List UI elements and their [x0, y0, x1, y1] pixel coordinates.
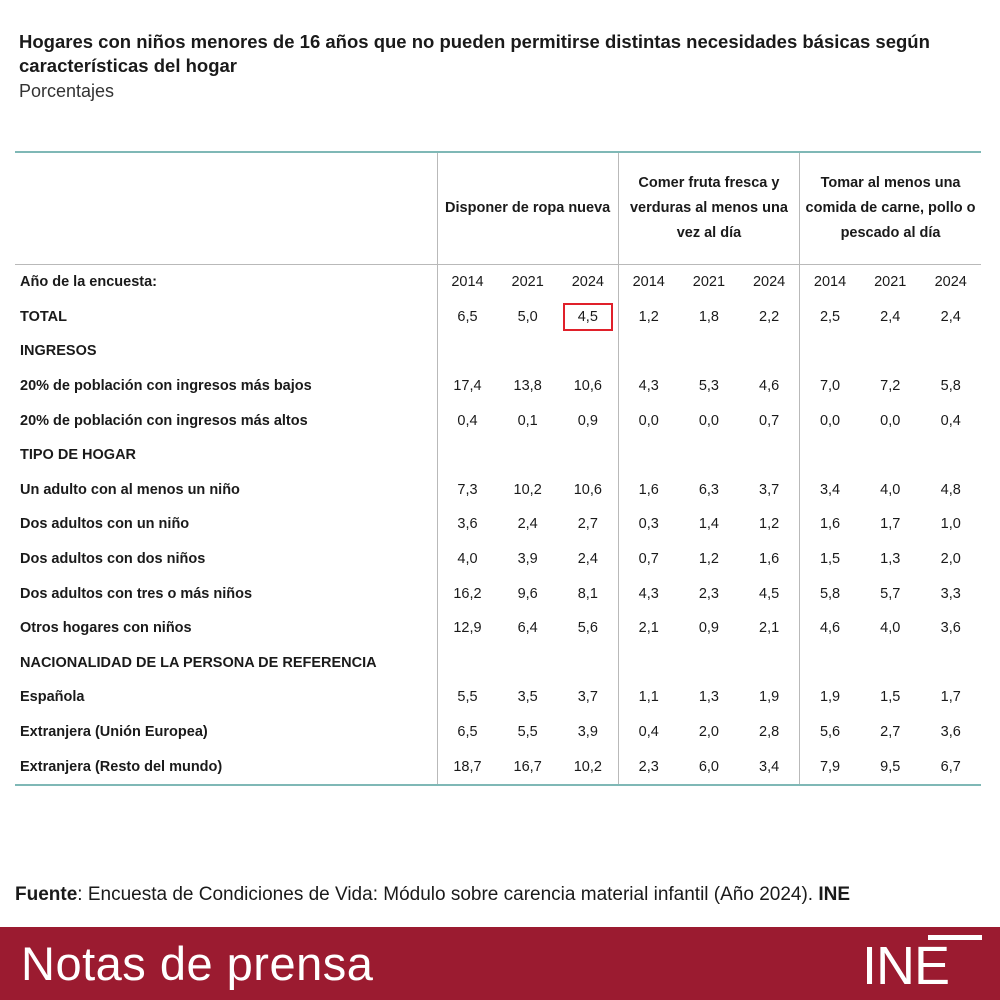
section-label: TIPO DE HOGAR — [15, 438, 437, 473]
value-cell: 0,9 — [698, 620, 719, 637]
table-body — [15, 265, 981, 785]
value-cell: 5,8 — [819, 585, 841, 602]
value-cell: 7,9 — [800, 749, 860, 785]
value-cell: 1,9 — [819, 689, 841, 706]
value-cell: 4,5 — [739, 576, 799, 611]
value-cell: 0,0 — [819, 412, 841, 429]
value-cell: 1,2 — [739, 507, 799, 542]
table-row — [15, 542, 981, 577]
value-cell: 18,7 — [437, 749, 497, 785]
value-cell: 7,3 — [457, 481, 478, 498]
data-table-container — [15, 151, 981, 786]
row-label: Dos adultos con dos niños — [15, 542, 437, 577]
value-cell: 10,6 — [558, 473, 618, 508]
value-cell: 9,6 — [517, 585, 538, 602]
value-cell — [739, 646, 799, 681]
value-cell: 1,0 — [940, 516, 961, 533]
value-cell: 5,6 — [819, 724, 841, 741]
value-cell: 3,7 — [558, 680, 618, 715]
value-cell: 2,4 — [517, 516, 538, 533]
value-cell: 16,2 — [453, 585, 482, 602]
value-cell: 4,0 — [880, 481, 901, 498]
value-cell — [497, 646, 557, 681]
value-cell: 2,0 — [698, 724, 719, 741]
value-cell — [800, 334, 860, 369]
value-cell — [800, 646, 860, 681]
value-cell: 2,4 — [880, 308, 901, 325]
year-label: 2014 — [813, 274, 847, 291]
row-label: Un adulto con al menos un niño — [15, 473, 437, 508]
value-cell: 3,9 — [558, 715, 618, 750]
value-cell — [920, 438, 981, 473]
year-label: 2024 — [739, 265, 799, 300]
value-cell: 2,0 — [940, 551, 961, 568]
value-cell: 0,7 — [739, 403, 799, 438]
value-cell: 6,7 — [920, 749, 981, 785]
highlighted-value: 4,5 — [563, 303, 613, 331]
value-cell: 5,6 — [558, 611, 618, 646]
value-cell: 12,9 — [453, 620, 482, 637]
value-cell: 9,5 — [860, 749, 920, 785]
value-cell — [920, 334, 981, 369]
value-cell — [558, 334, 618, 369]
value-cell: 3,6 — [940, 620, 961, 637]
table-row — [15, 680, 981, 715]
value-cell: 2,3 — [618, 749, 678, 785]
value-cell: 8,1 — [558, 576, 618, 611]
value-cell: 1,6 — [819, 516, 841, 533]
table-row — [15, 749, 981, 785]
value-cell: 3,5 — [517, 689, 538, 706]
row-label: Dos adultos con tres o más niños — [15, 576, 437, 611]
year-label: 2024 — [558, 265, 618, 300]
value-cell: 7,2 — [880, 378, 901, 395]
footer-banner — [0, 927, 1000, 1000]
value-cell: 1,4 — [698, 516, 719, 533]
value-cell: 0,1 — [517, 412, 538, 429]
value-cell: 1,7 — [940, 689, 961, 706]
value-cell — [497, 438, 557, 473]
value-cell — [800, 438, 860, 473]
value-cell: 2,5 — [819, 308, 841, 325]
value-cell — [739, 334, 799, 369]
value-cell: 1,2 — [638, 308, 659, 325]
value-cell: 6,3 — [698, 481, 719, 498]
section-row — [15, 438, 981, 473]
year-label: 2014 — [632, 274, 665, 291]
value-cell: 5,5 — [457, 689, 478, 706]
value-cell — [437, 646, 497, 681]
row-label: TOTAL — [15, 300, 437, 335]
table-row — [15, 473, 981, 508]
row-label: Española — [15, 680, 437, 715]
value-cell — [497, 334, 557, 369]
value-cell — [558, 438, 618, 473]
value-cell — [860, 438, 920, 473]
section-label: INGRESOS — [15, 334, 437, 369]
value-cell: 1,3 — [698, 689, 719, 706]
value-cell — [437, 334, 497, 369]
year-label: 2021 — [511, 274, 544, 291]
table-subtitle: Porcentajes — [19, 81, 115, 101]
value-cell: 10,2 — [558, 749, 618, 785]
footer-title: Notas de prensa — [21, 937, 374, 990]
row-label: 20% de población con ingresos más altos — [15, 403, 437, 438]
value-cell: 0,9 — [558, 403, 618, 438]
table-row — [15, 715, 981, 750]
value-cell — [437, 438, 497, 473]
section-row — [15, 646, 981, 681]
value-cell: 10,6 — [558, 369, 618, 404]
row-label: 20% de población con ingresos más bajos — [15, 369, 437, 404]
value-cell — [679, 438, 739, 473]
value-cell: 0,4 — [457, 412, 478, 429]
value-cell: 16,7 — [497, 749, 557, 785]
value-cell: 4,8 — [940, 481, 961, 498]
value-cell: 6,0 — [679, 749, 739, 785]
value-cell: 0,7 — [638, 551, 659, 568]
year-label: 2014 — [451, 274, 484, 291]
year-label: 2024 — [934, 274, 967, 291]
value-cell: 4,3 — [638, 585, 659, 602]
column-group-header: Comer fruta fresca y verduras al menos una vez al día — [618, 152, 799, 265]
value-cell: 3,6 — [940, 724, 961, 741]
ine-logo — [862, 933, 990, 995]
value-cell: 3,9 — [517, 551, 538, 568]
value-cell — [739, 438, 799, 473]
value-cell — [860, 646, 920, 681]
value-cell: 6,5 — [457, 724, 478, 741]
row-label: Año de la encuesta: — [15, 265, 437, 300]
value-cell: 1,6 — [739, 542, 799, 577]
value-cell: 4,0 — [457, 551, 478, 568]
value-cell: 5,5 — [517, 724, 538, 741]
value-cell: 1,3 — [880, 551, 901, 568]
value-cell — [679, 646, 739, 681]
row-label: Dos adultos con un niño — [15, 507, 437, 542]
value-cell — [618, 438, 678, 473]
value-cell: 2,4 — [558, 542, 618, 577]
value-cell: 0,4 — [638, 724, 659, 741]
value-cell — [618, 646, 678, 681]
value-cell — [679, 334, 739, 369]
logo-text: INE — [862, 936, 950, 996]
table-row — [15, 300, 981, 335]
value-cell: 1,5 — [880, 689, 901, 706]
table-row — [15, 403, 981, 438]
value-cell: 3,3 — [940, 585, 961, 602]
value-cell: 1,1 — [638, 689, 659, 706]
value-cell: 10,2 — [513, 481, 542, 498]
value-cell — [920, 646, 981, 681]
value-cell: 5,7 — [880, 585, 901, 602]
value-cell: 2,3 — [698, 585, 719, 602]
value-cell: 17,4 — [453, 378, 482, 395]
table-row — [15, 576, 981, 611]
section-label: NACIONALIDAD DE LA PERSONA DE REFERENCIA — [15, 646, 437, 681]
row-label: Extranjera (Resto del mundo) — [15, 749, 437, 785]
value-cell: 7,0 — [819, 378, 841, 395]
year-header-row — [15, 265, 981, 300]
table-row — [15, 507, 981, 542]
value-cell: 5,0 — [517, 308, 538, 325]
value-cell: 0,0 — [880, 412, 901, 429]
value-cell: 1,2 — [698, 551, 719, 568]
value-cell — [558, 300, 618, 335]
title-block — [19, 30, 979, 103]
value-cell: 1,6 — [638, 481, 659, 498]
value-cell: 13,8 — [513, 378, 542, 395]
value-cell: 6,5 — [457, 308, 478, 325]
value-cell: 0,0 — [638, 412, 659, 429]
table-title: Hogares con niños menores de 16 años que no pueden permitirse distintas necesidades básicas según características del hogar — [19, 31, 930, 76]
value-cell: 2,1 — [739, 611, 799, 646]
value-cell: 1,8 — [698, 308, 719, 325]
header-blank-cell — [15, 152, 437, 265]
table-row — [15, 369, 981, 404]
row-label: Extranjera (Unión Europea) — [15, 715, 437, 750]
source-text: : Encuesta de Condiciones de Vida: Módulo sobre carencia material infantil (Año 2024). — [77, 884, 819, 905]
value-cell: 2,1 — [638, 620, 659, 637]
year-label: 2021 — [874, 274, 907, 291]
value-cell: 4,6 — [739, 369, 799, 404]
value-cell: 2,2 — [739, 300, 799, 335]
value-cell: 2,7 — [880, 724, 901, 741]
value-cell: 1,5 — [819, 551, 841, 568]
value-cell — [618, 334, 678, 369]
value-cell: 0,4 — [940, 412, 961, 429]
source-note — [15, 884, 850, 906]
column-group-header-row — [15, 152, 981, 265]
source-label: Fuente — [15, 884, 78, 905]
value-cell — [860, 334, 920, 369]
table-row — [15, 611, 981, 646]
value-cell: 2,7 — [558, 507, 618, 542]
value-cell: 4,0 — [880, 620, 901, 637]
value-cell: 4,3 — [638, 378, 659, 395]
value-cell: 6,4 — [517, 620, 538, 637]
value-cell: 5,3 — [698, 378, 719, 395]
value-cell: 5,8 — [940, 378, 961, 395]
year-label: 2021 — [692, 274, 726, 291]
value-cell: 1,7 — [880, 516, 901, 533]
column-group-header: Disponer de ropa nueva — [437, 152, 618, 265]
value-cell: 2,4 — [940, 308, 961, 325]
data-table — [15, 151, 981, 786]
value-cell: 3,4 — [739, 749, 799, 785]
value-cell: 3,6 — [457, 516, 478, 533]
value-cell: 1,9 — [739, 680, 799, 715]
value-cell — [558, 646, 618, 681]
value-cell: 0,0 — [698, 412, 719, 429]
value-cell: 4,6 — [819, 620, 841, 637]
value-cell: 3,7 — [739, 473, 799, 508]
section-row — [15, 334, 981, 369]
value-cell: 0,3 — [638, 516, 659, 533]
source-org: INE — [818, 884, 851, 905]
value-cell: 2,8 — [739, 715, 799, 750]
column-group-header: Tomar al menos una comida de carne, pollo o pescado al día — [800, 152, 981, 265]
value-cell: 3,4 — [819, 481, 841, 498]
row-label: Otros hogares con niños — [15, 611, 437, 646]
